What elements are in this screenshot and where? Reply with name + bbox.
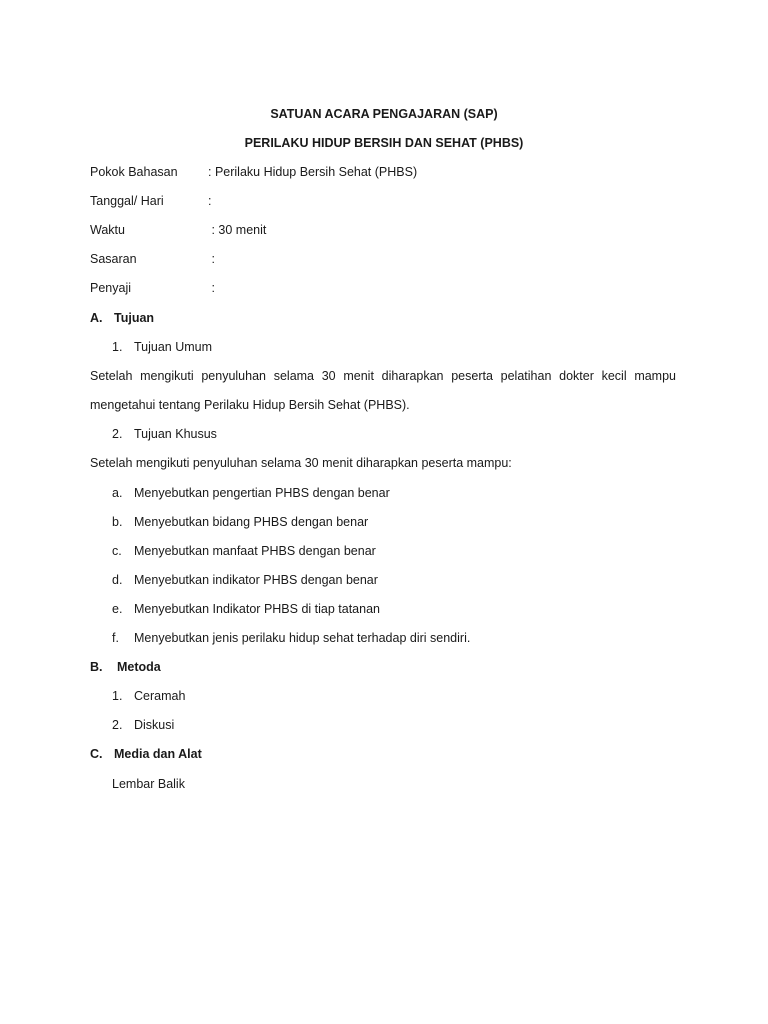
section-letter: A. xyxy=(90,311,103,325)
list-number: 1. xyxy=(112,340,123,354)
list-letter: c. xyxy=(112,544,122,558)
document-title: SATUAN ACARA PENGAJARAN (SAP) xyxy=(270,107,498,121)
list-item xyxy=(112,600,380,618)
section-title: Tujuan xyxy=(114,311,155,325)
list-text: Ceramah xyxy=(134,689,186,703)
list-item xyxy=(112,687,185,705)
field-label: Tanggal/ Hari xyxy=(90,194,164,208)
list-item xyxy=(112,484,390,502)
tujuan-umum-text-line-1: Setelah mengikuti penyuluhan selama 30 menit diharapkan peserta pelatihan dokter kecil mampu xyxy=(90,369,676,383)
field-value: : xyxy=(208,281,215,295)
section-c-content: Lembar Balik xyxy=(112,777,185,791)
list-letter: b. xyxy=(112,515,123,529)
section-title: Media dan Alat xyxy=(114,747,202,761)
field-waktu xyxy=(90,221,266,239)
list-text: Menyebutkan indikator PHBS dengan benar xyxy=(134,573,378,587)
tujuan-khusus-text: Setelah mengikuti penyuluhan selama 30 menit diharapkan peserta mampu: xyxy=(90,456,512,470)
list-text: Menyebutkan bidang PHBS dengan benar xyxy=(134,515,369,529)
list-number: 2. xyxy=(112,718,123,732)
field-value: : 30 menit xyxy=(208,223,267,237)
list-letter: e. xyxy=(112,602,123,616)
field-value: : xyxy=(208,252,215,266)
document-subtitle: PERILAKU HIDUP BERSIH DAN SEHAT (PHBS) xyxy=(244,136,524,150)
list-item xyxy=(112,571,378,589)
list-item xyxy=(112,542,376,560)
list-text: Menyebutkan Indikator PHBS di tiap tatanan xyxy=(134,602,380,616)
section-title: Metoda xyxy=(117,660,161,674)
list-text: Menyebutkan pengertian PHBS dengan benar xyxy=(134,486,390,500)
tujuan-umum-heading xyxy=(112,338,212,356)
list-number: 2. xyxy=(112,427,123,441)
field-label: Sasaran xyxy=(90,252,137,266)
list-item xyxy=(112,513,368,531)
list-item xyxy=(112,629,470,647)
list-letter: f. xyxy=(112,631,119,645)
field-penyaji xyxy=(90,279,215,297)
list-item xyxy=(112,716,174,734)
section-b-heading xyxy=(90,658,161,676)
field-label: Penyaji xyxy=(90,281,131,295)
list-number: 1. xyxy=(112,689,123,703)
list-text: Menyebutkan jenis perilaku hidup sehat terhadap diri sendiri. xyxy=(134,631,471,645)
tujuan-umum-text-line-2: mengetahui tentang Perilaku Hidup Bersih Sehat (PHBS). xyxy=(90,398,410,412)
tujuan-khusus-heading xyxy=(112,425,217,443)
section-letter: C. xyxy=(90,747,103,761)
field-sasaran xyxy=(90,250,215,268)
list-letter: d. xyxy=(112,573,123,587)
field-value: : xyxy=(208,194,212,208)
field-label: Pokok Bahasan xyxy=(90,165,178,179)
field-value: : Perilaku Hidup Bersih Sehat (PHBS) xyxy=(208,165,418,179)
section-a-heading xyxy=(90,309,154,327)
list-letter: a. xyxy=(112,486,123,500)
section-letter: B. xyxy=(90,660,103,674)
list-text: Menyebutkan manfaat PHBS dengan benar xyxy=(134,544,376,558)
list-text: Tujuan Umum xyxy=(134,340,213,354)
field-tanggal-hari xyxy=(90,192,211,210)
field-pokok-bahasan xyxy=(90,163,417,181)
list-text: Tujuan Khusus xyxy=(134,427,217,441)
field-label: Waktu xyxy=(90,223,125,237)
section-c-heading xyxy=(90,745,202,763)
list-text: Diskusi xyxy=(134,718,175,732)
